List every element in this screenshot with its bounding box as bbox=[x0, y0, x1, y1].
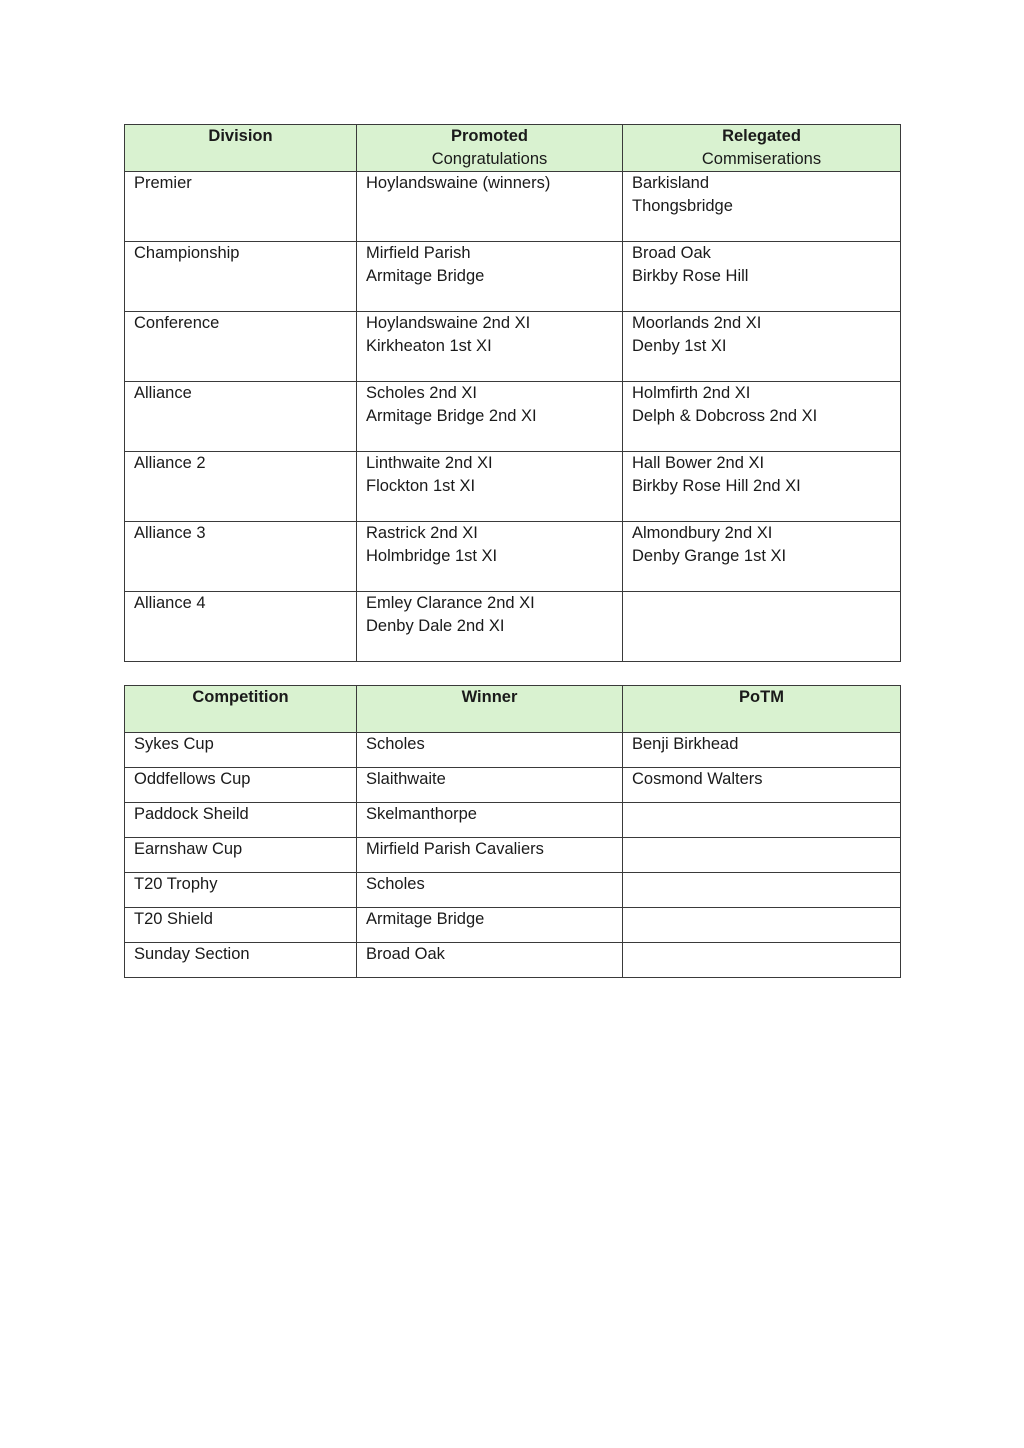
division-cell bbox=[125, 592, 357, 662]
relegated-team: Broad Oak bbox=[632, 244, 711, 262]
winner-cell bbox=[357, 908, 623, 943]
table-row bbox=[125, 522, 901, 592]
promoted-team: Emley Clarance 2nd XI bbox=[366, 594, 535, 612]
relegated-team: Barkisland bbox=[632, 174, 710, 192]
winner-name: Broad Oak bbox=[366, 945, 445, 963]
division-name: Conference bbox=[134, 314, 220, 332]
relegated-cell bbox=[623, 172, 901, 242]
relegated-team: Hall Bower 2nd XI bbox=[632, 454, 765, 472]
relegated-header-subtitle: Commiserations bbox=[701, 150, 822, 168]
potm-header bbox=[623, 686, 901, 733]
table-row bbox=[125, 172, 901, 242]
potm-cell bbox=[623, 733, 901, 768]
competition-name: T20 Shield bbox=[134, 910, 213, 928]
table-row bbox=[125, 452, 901, 522]
promoted-cell bbox=[357, 312, 623, 382]
division-header bbox=[125, 125, 357, 172]
relegated-cell bbox=[623, 312, 901, 382]
winner-cell bbox=[357, 838, 623, 873]
winner-cell bbox=[357, 733, 623, 768]
promoted-cell bbox=[357, 242, 623, 312]
divisions-table bbox=[124, 124, 901, 662]
divisions-header-row bbox=[125, 125, 901, 172]
potm-cell bbox=[623, 943, 901, 978]
table-row bbox=[125, 803, 901, 838]
promoted-header-subtitle: Congratulations bbox=[431, 150, 548, 168]
division-cell bbox=[125, 242, 357, 312]
division-header-label: Division bbox=[208, 127, 273, 145]
winner-name: Skelmanthorpe bbox=[366, 805, 477, 823]
relegated-cell bbox=[623, 592, 901, 662]
relegated-cell bbox=[623, 452, 901, 522]
promoted-team: Holmbridge 1st XI bbox=[366, 547, 498, 565]
potm-name: Cosmond Walters bbox=[632, 770, 763, 788]
table-row bbox=[125, 242, 901, 312]
relegated-cell bbox=[623, 522, 901, 592]
potm-cell bbox=[623, 838, 901, 873]
table-row bbox=[125, 873, 901, 908]
winner-name: Mirfield Parish Cavaliers bbox=[366, 840, 544, 858]
winner-cell bbox=[357, 943, 623, 978]
promoted-team: Rastrick 2nd XI bbox=[366, 524, 478, 542]
competition-header-label: Competition bbox=[192, 688, 289, 706]
table-row bbox=[125, 768, 901, 803]
competition-name: Oddfellows Cup bbox=[134, 770, 251, 788]
division-name: Championship bbox=[134, 244, 240, 262]
potm-cell bbox=[623, 768, 901, 803]
division-cell bbox=[125, 382, 357, 452]
table-row bbox=[125, 838, 901, 873]
potm-cell bbox=[623, 803, 901, 838]
relegated-team: Moorlands 2nd XI bbox=[632, 314, 762, 332]
winner-header bbox=[357, 686, 623, 733]
division-cell bbox=[125, 312, 357, 382]
competitions-table bbox=[124, 685, 901, 978]
relegated-team: Almondbury 2nd XI bbox=[632, 524, 773, 542]
relegated-cell bbox=[623, 242, 901, 312]
table-row bbox=[125, 943, 901, 978]
promoted-cell bbox=[357, 522, 623, 592]
relegated-team: Thongsbridge bbox=[632, 197, 733, 215]
promoted-team: Armitage Bridge bbox=[366, 267, 485, 285]
winner-name: Scholes bbox=[366, 735, 425, 753]
competition-name: Sykes Cup bbox=[134, 735, 214, 753]
potm-cell bbox=[623, 873, 901, 908]
promoted-cell bbox=[357, 452, 623, 522]
promoted-cell bbox=[357, 172, 623, 242]
promoted-team: Kirkheaton 1st XI bbox=[366, 337, 492, 355]
competition-name: Earnshaw Cup bbox=[134, 840, 243, 858]
relegated-team: Denby 1st XI bbox=[632, 337, 727, 355]
competition-name: T20 Trophy bbox=[134, 875, 218, 893]
division-name: Premier bbox=[134, 174, 192, 192]
winner-cell bbox=[357, 803, 623, 838]
competitions-header-row bbox=[125, 686, 901, 733]
relegated-team: Holmfirth 2nd XI bbox=[632, 384, 751, 402]
winner-header-label: Winner bbox=[461, 688, 518, 706]
competition-cell bbox=[125, 733, 357, 768]
relegated-team: Delph & Dobcross 2nd XI bbox=[632, 407, 818, 425]
relegated-team: Birkby Rose Hill 2nd XI bbox=[632, 477, 801, 495]
potm-cell bbox=[623, 908, 901, 943]
potm-header-label: PoTM bbox=[739, 688, 784, 706]
promoted-team: Flockton 1st XI bbox=[366, 477, 476, 495]
promoted-team: Scholes 2nd XI bbox=[366, 384, 477, 402]
competition-cell bbox=[125, 943, 357, 978]
promoted-team: Mirfield Parish bbox=[366, 244, 471, 262]
potm-name: Benji Birkhead bbox=[632, 735, 739, 753]
winner-cell bbox=[357, 873, 623, 908]
promoted-team: Hoylandswaine (winners) bbox=[366, 174, 551, 192]
division-name: Alliance 2 bbox=[134, 454, 206, 472]
competition-cell bbox=[125, 873, 357, 908]
relegated-team: Birkby Rose Hill bbox=[632, 267, 749, 285]
table-row bbox=[125, 382, 901, 452]
division-cell bbox=[125, 172, 357, 242]
promoted-team: Linthwaite 2nd XI bbox=[366, 454, 493, 472]
division-name: Alliance 3 bbox=[134, 524, 206, 542]
table-row bbox=[125, 312, 901, 382]
winner-name: Armitage Bridge bbox=[366, 910, 485, 928]
promoted-header-label: Promoted bbox=[450, 127, 528, 145]
competition-header bbox=[125, 686, 357, 733]
winner-name: Slaithwaite bbox=[366, 770, 446, 788]
winner-cell bbox=[357, 768, 623, 803]
table-row bbox=[125, 908, 901, 943]
relegated-header bbox=[623, 125, 901, 172]
division-name: Alliance 4 bbox=[134, 594, 206, 612]
winner-name: Scholes bbox=[366, 875, 425, 893]
relegated-header-label: Relegated bbox=[722, 127, 801, 145]
relegated-cell bbox=[623, 382, 901, 452]
relegated-team: Denby Grange 1st XI bbox=[632, 547, 787, 565]
division-cell bbox=[125, 522, 357, 592]
competition-name: Sunday Section bbox=[134, 945, 250, 963]
promoted-cell bbox=[357, 382, 623, 452]
competition-cell bbox=[125, 803, 357, 838]
competition-cell bbox=[125, 768, 357, 803]
division-name: Alliance bbox=[134, 384, 192, 402]
promoted-team: Armitage Bridge 2nd XI bbox=[366, 407, 537, 425]
competition-name: Paddock Sheild bbox=[134, 805, 249, 823]
promoted-header bbox=[357, 125, 623, 172]
table-row bbox=[125, 733, 901, 768]
table-row bbox=[125, 592, 901, 662]
promoted-team: Hoylandswaine 2nd XI bbox=[366, 314, 531, 332]
promoted-team: Denby Dale 2nd XI bbox=[366, 617, 505, 635]
promoted-cell bbox=[357, 592, 623, 662]
competition-cell bbox=[125, 908, 357, 943]
division-cell bbox=[125, 452, 357, 522]
competition-cell bbox=[125, 838, 357, 873]
